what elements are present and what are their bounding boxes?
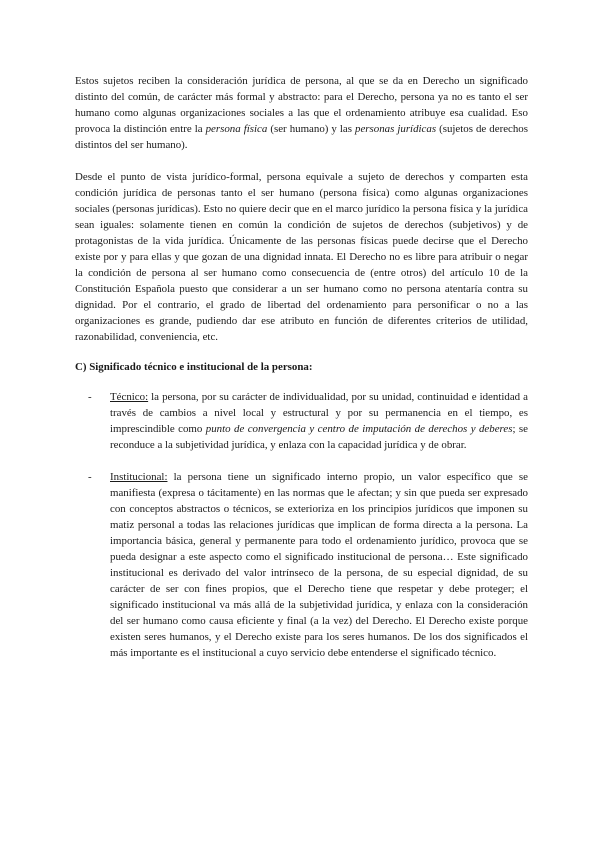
list-item-institucional [75, 469, 528, 661]
meaning-list [75, 389, 528, 661]
list-item-tecnico [75, 389, 528, 453]
paragraph1-text-b: (ser humano) y las [267, 123, 355, 135]
paragraph-persona-definition [75, 73, 528, 153]
paragraph1-emphasis-persona-fisica: persona física [205, 123, 268, 135]
paragraph1-emphasis-personas-juridicas: personas jurídicas [355, 123, 437, 135]
item-text-b: ; se reconduce a la subjetividad jurídica, y enlaza con la capacidad jurídica y de obrar. [110, 423, 528, 451]
paragraph1-text-a: Estos sujetos reciben la consideración jurídica de persona, al que se da en Derecho un significado distinto del común, de carácter más formal y abstracto: para el Derecho, persona ya no es tanto el ser humano como algunas organizaciones sociales a las que el ordenamiento atribuye esa cualidad. Eso provoca la distinción entre la [75, 75, 528, 135]
item-label-institucional: Institucional: [110, 471, 168, 483]
item-emphasis: punto de convergencia y centro de imputación de derechos y deberes [205, 423, 513, 435]
section-heading: C) Significado técnico e institucional de la persona: [75, 361, 313, 373]
item-label-tecnico: Técnico: [110, 391, 149, 403]
paragraph-juridico-formal: Desde el punto de vista jurídico-formal, persona equivale a sujeto de derechos y comparten esta condición jurídica de personas tanto el ser humano (persona física) como algunas organizaciones sociales (personas jurídicas). Esto no quiere decir que en el marco jurídico la persona física y la jurídica sean iguales: solamente tienen en común la condición de sujetos de derechos (subjetivos) y de protagonistas de la vida jurídica. Únicamente de las personas físicas puede decirse que el Derecho existe por y para ellas y que gozan de una dignidad innata. El Derecho no es libre para atribuir o negar la condición de persona al ser humano como consecuencia de (entre otros) del artículo 10 de la Constitución Española puesto que considerar a un ser humano como no persona atentaría contra su dignidad. Por el contrario, el grado de libertad del ordenamiento para personificar o no a las organizaciones es grande, pudiendo dar ese atributo en función de diferentes criterios de utilidad, razonabilidad, conveniencia, etc. [75, 171, 528, 343]
list-bullet-dash: - [88, 471, 92, 483]
paragraph1-text-c: (sujetos de derechos distintos del ser humano). [75, 123, 528, 151]
item-text-a: la persona tiene un significado interno propio, un valor específico que se manifiesta (expresa o tácitamente) en las normas que le afectan; y sin que pueda ser expresado con conceptos abstractos o técnicos, se exterioriza en los principios jurídicos que imponen su matiz personal a todas las relaciones jurídicas que implican de forma directa a la persona. La importancia básica, general y permanente para todo el ordenamiento jurídico, provoca que se pueda designar a este aspecto como el significado institucional de persona… Este significado institucional es derivado del valor intrínseco de la persona, de su especial dignidad, de su carácter de ser con fines propios, que el Derecho tiene que respetar y debe proteger; el significado institucional va más allá de la subjetividad jurídica, y enlaza con la consideración del ser humano como causa eficiente y final (a la vez) del Derecho. El Derecho existe porque existen seres humanos, y el Derecho existe para los seres humanos. De los dos significados el más importante es el institucional a cuyo servicio debe entenderse el significado técnico. [110, 471, 528, 659]
list-bullet-dash: - [88, 391, 92, 403]
item-text-a: la persona, por su carácter de individualidad, por su unidad, continuidad e identidad a través de cambios a nivel local y estructural y por su permanencia en el tiempo, es imprescindible como [110, 391, 528, 435]
